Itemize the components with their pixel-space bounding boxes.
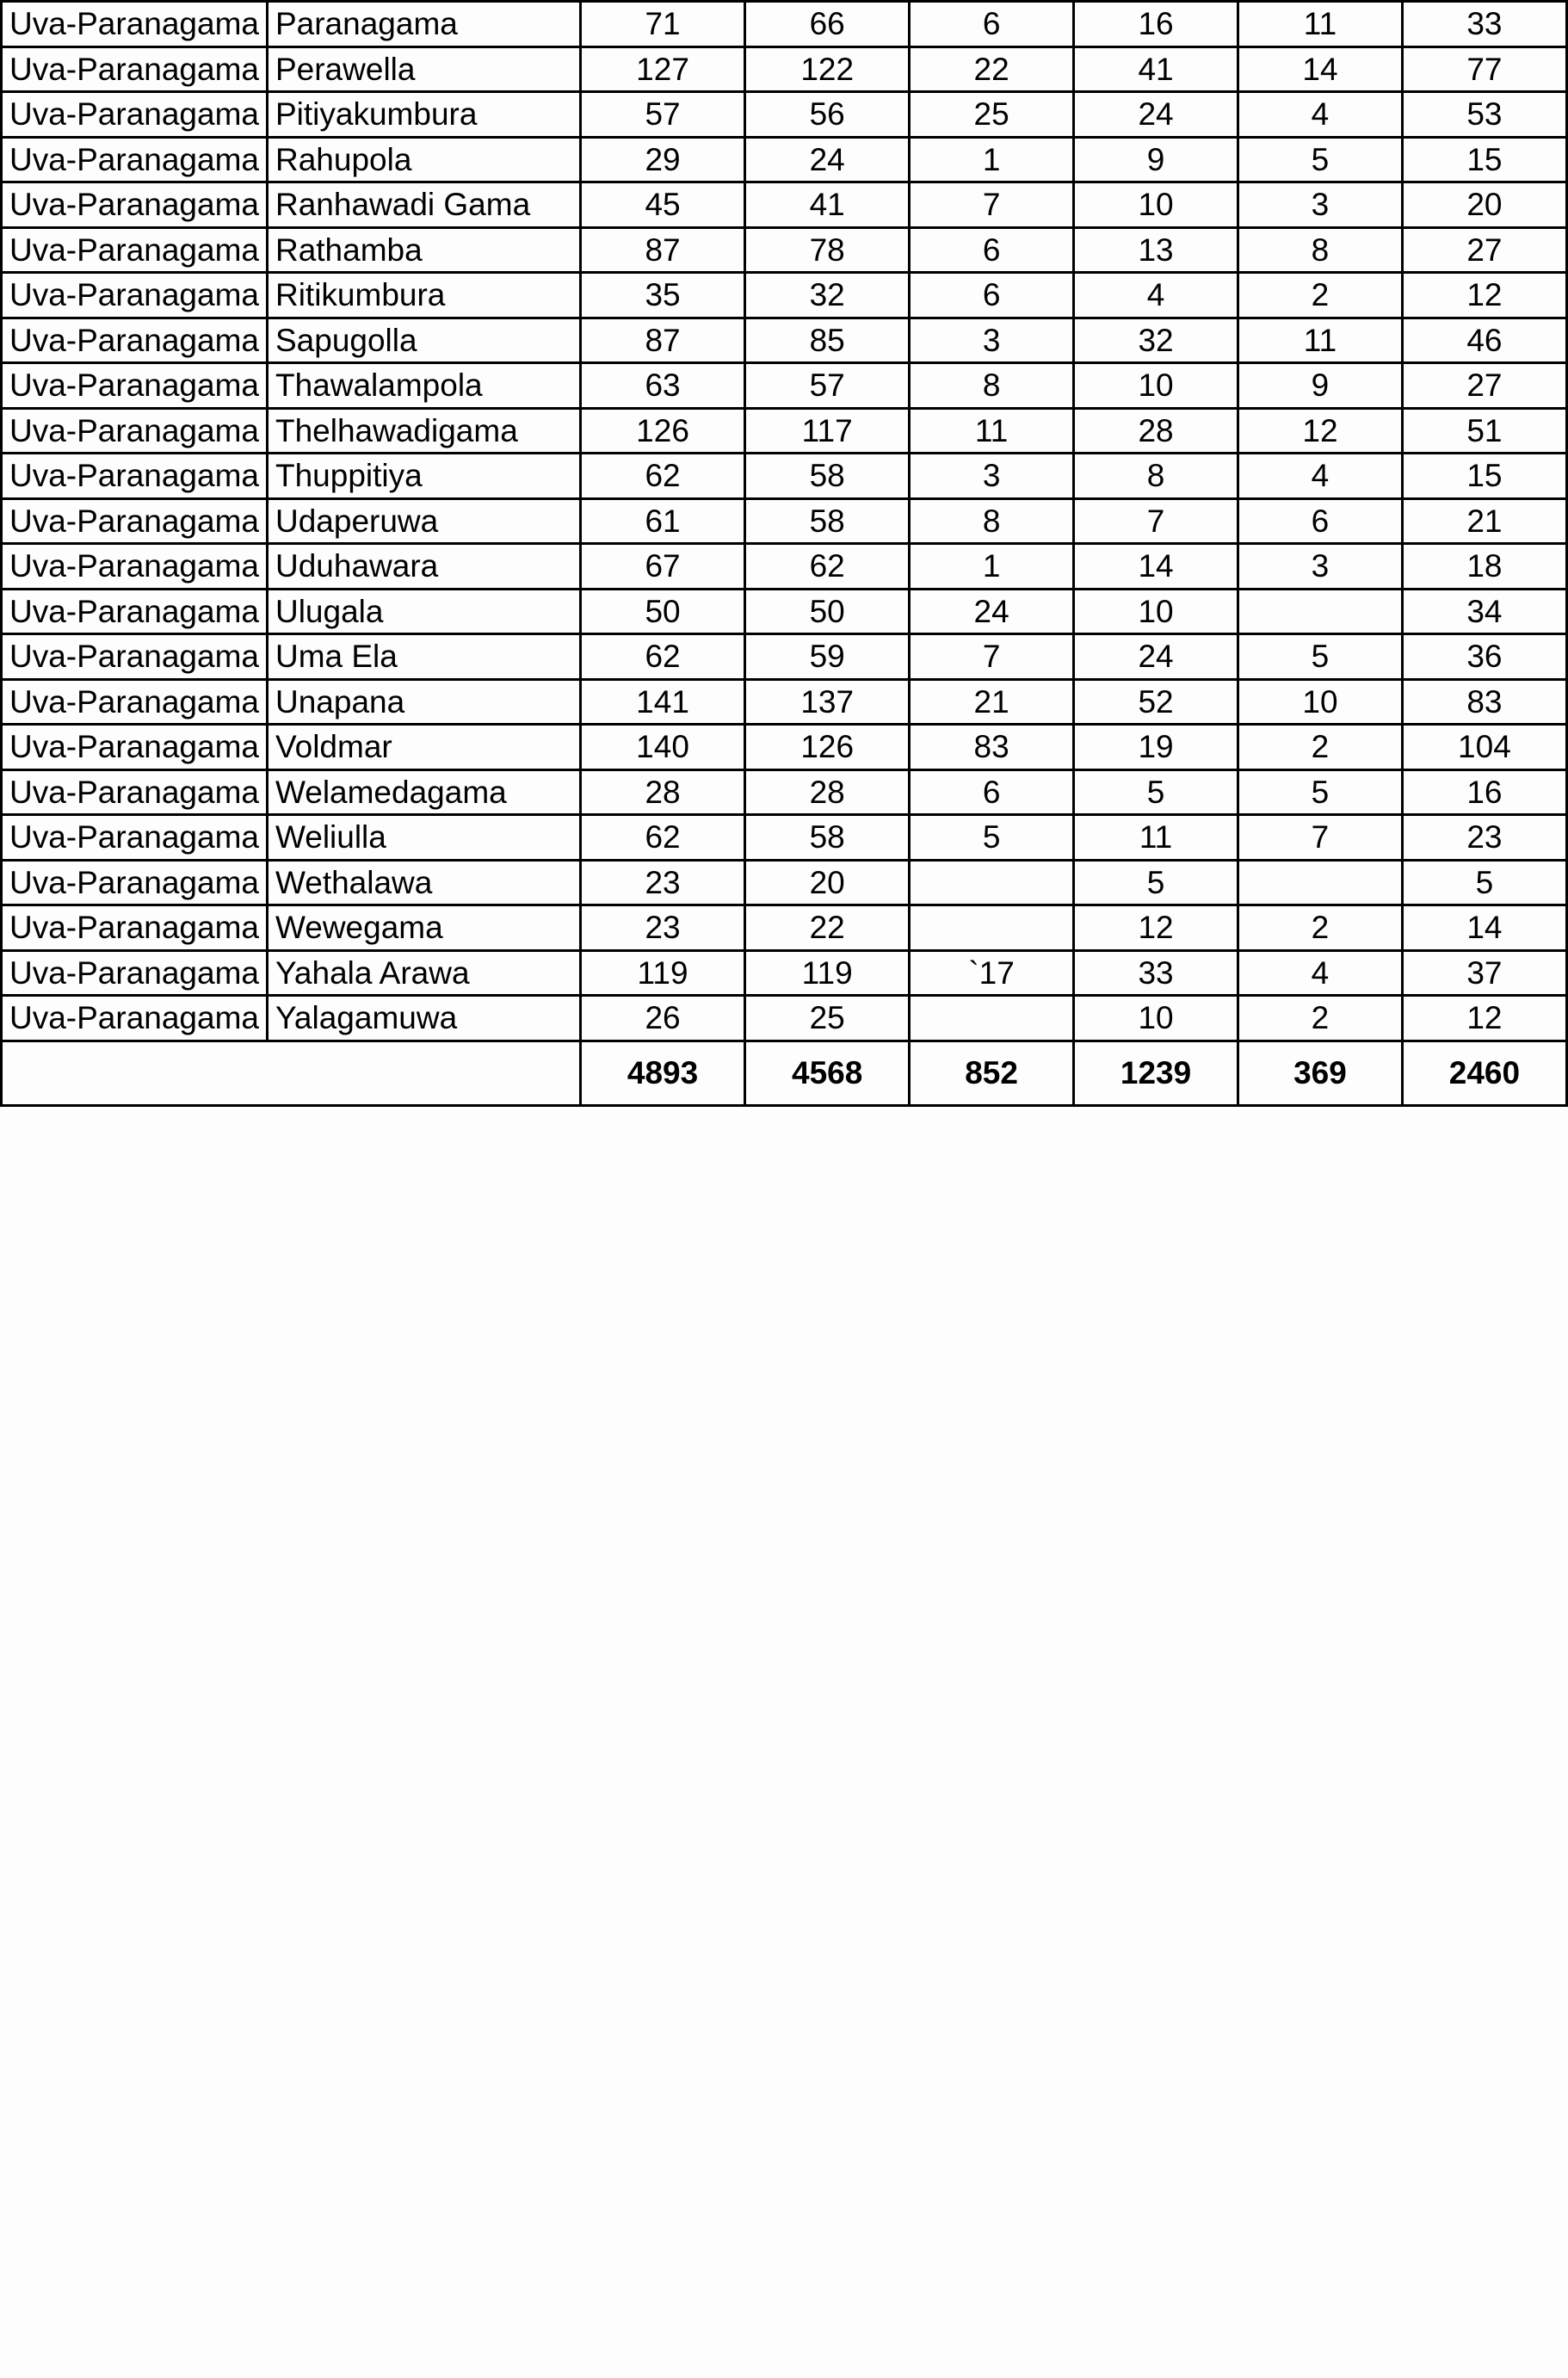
cell-value: 8: [1238, 227, 1403, 273]
cell-value: 58: [745, 815, 910, 861]
cell-value: 57: [745, 363, 910, 409]
cell-value: 58: [745, 498, 910, 544]
cell-village: Uduhawara: [267, 544, 580, 590]
cell-value: 23: [580, 860, 744, 905]
cell-value: 63: [580, 363, 744, 409]
cell-value: 126: [745, 725, 910, 770]
cell-village: Yahala Arawa: [267, 950, 580, 996]
cell-value: 62: [580, 634, 744, 680]
table-row: [2, 2, 1567, 47]
table-row: [2, 363, 1567, 409]
cell-value: 6: [1238, 498, 1403, 544]
cell-value: 87: [580, 227, 744, 273]
cell-village: Wewegama: [267, 905, 580, 951]
cell-value: 5: [1402, 860, 1566, 905]
cell-village: Paranagama: [267, 2, 580, 47]
total-value: 4568: [745, 1041, 910, 1105]
cell-value: 14: [1238, 46, 1403, 92]
cell-village: Unapana: [267, 679, 580, 725]
table-row: [2, 679, 1567, 725]
cell-division: Uva-Paranagama: [2, 589, 268, 634]
cell-value: 5: [1238, 137, 1403, 182]
cell-value: 5: [1073, 860, 1238, 905]
cell-division: Uva-Paranagama: [2, 634, 268, 680]
cell-value: 3: [1238, 544, 1403, 590]
cell-division: Uva-Paranagama: [2, 408, 268, 454]
cell-village: Ranhawadi Gama: [267, 182, 580, 228]
cell-value: 27: [1402, 227, 1566, 273]
cell-value: 37: [1402, 950, 1566, 996]
cell-division: Uva-Paranagama: [2, 137, 268, 182]
cell-village: Thuppitiya: [267, 454, 580, 499]
cell-value: 141: [580, 679, 744, 725]
cell-value: 50: [580, 589, 744, 634]
cell-village: Sapugolla: [267, 318, 580, 363]
cell-value: 56: [745, 92, 910, 138]
cell-value: 15: [1402, 454, 1566, 499]
cell-value: 41: [745, 182, 910, 228]
cell-value: 104: [1402, 725, 1566, 770]
cell-division: Uva-Paranagama: [2, 860, 268, 905]
cell-value: 32: [745, 273, 910, 318]
cell-value: 119: [580, 950, 744, 996]
cell-value: 11: [1238, 318, 1403, 363]
cell-value: 83: [910, 725, 1074, 770]
cell-division: Uva-Paranagama: [2, 92, 268, 138]
cell-value: 78: [745, 227, 910, 273]
cell-value: 58: [745, 454, 910, 499]
cell-value: 12: [1238, 408, 1403, 454]
cell-value: 117: [745, 408, 910, 454]
cell-value: 25: [910, 92, 1074, 138]
cell-value: 36: [1402, 634, 1566, 680]
cell-value: 85: [745, 318, 910, 363]
cell-division: Uva-Paranagama: [2, 182, 268, 228]
cell-value: 19: [1073, 725, 1238, 770]
cell-value: 15: [1402, 137, 1566, 182]
cell-value: [910, 860, 1074, 905]
cell-value: 5: [1238, 634, 1403, 680]
cell-division: Uva-Paranagama: [2, 544, 268, 590]
cell-division: Uva-Paranagama: [2, 498, 268, 544]
cell-division: Uva-Paranagama: [2, 363, 268, 409]
table-row: [2, 318, 1567, 363]
cell-division: Uva-Paranagama: [2, 996, 268, 1041]
cell-value: 6: [910, 769, 1074, 815]
total-value: 1239: [1073, 1041, 1238, 1105]
cell-value: 10: [1073, 363, 1238, 409]
cell-village: Udaperuwa: [267, 498, 580, 544]
table-row: [2, 408, 1567, 454]
table-row: [2, 725, 1567, 770]
table-row: [2, 544, 1567, 590]
cell-value: 61: [580, 498, 744, 544]
cell-value: 46: [1402, 318, 1566, 363]
cell-value: 32: [1073, 318, 1238, 363]
cell-value: 8: [1073, 454, 1238, 499]
cell-value: 3: [1238, 182, 1403, 228]
cell-value: 1: [910, 544, 1074, 590]
cell-value: 7: [910, 634, 1074, 680]
cell-value: 57: [580, 92, 744, 138]
cell-value: 62: [580, 454, 744, 499]
cell-value: 4: [1238, 950, 1403, 996]
cell-value: 28: [580, 769, 744, 815]
cell-village: Thawalampola: [267, 363, 580, 409]
cell-value: 12: [1073, 905, 1238, 951]
cell-value: 140: [580, 725, 744, 770]
cell-value: 45: [580, 182, 744, 228]
cell-value: 4: [1238, 454, 1403, 499]
cell-value: 5: [910, 815, 1074, 861]
cell-value: 33: [1402, 2, 1566, 47]
cell-value: 53: [1402, 92, 1566, 138]
cell-village: Perawella: [267, 46, 580, 92]
cell-village: Rathamba: [267, 227, 580, 273]
cell-value: 66: [745, 2, 910, 47]
cell-value: 7: [910, 182, 1074, 228]
cell-value: 16: [1402, 769, 1566, 815]
cell-value: 25: [745, 996, 910, 1041]
cell-value: 27: [1402, 363, 1566, 409]
cell-value: 6: [910, 273, 1074, 318]
cell-value: 11: [1238, 2, 1403, 47]
cell-value: 137: [745, 679, 910, 725]
cell-value: 29: [580, 137, 744, 182]
cell-division: Uva-Paranagama: [2, 950, 268, 996]
table-row: [2, 860, 1567, 905]
cell-value: 14: [1402, 905, 1566, 951]
cell-value: 62: [580, 815, 744, 861]
cell-value: 59: [745, 634, 910, 680]
cell-value: 10: [1238, 679, 1403, 725]
cell-value: [910, 996, 1074, 1041]
table-row: [2, 137, 1567, 182]
cell-division: Uva-Paranagama: [2, 815, 268, 861]
cell-value: 4: [1073, 273, 1238, 318]
cell-value: 8: [910, 363, 1074, 409]
cell-value: 13: [1073, 227, 1238, 273]
cell-village: Voldmar: [267, 725, 580, 770]
table-row: [2, 634, 1567, 680]
table-row: [2, 227, 1567, 273]
cell-division: Uva-Paranagama: [2, 273, 268, 318]
cell-value: 83: [1402, 679, 1566, 725]
cell-value: 5: [1073, 769, 1238, 815]
cell-value: 10: [1073, 589, 1238, 634]
cell-value: 22: [745, 905, 910, 951]
cell-value: 35: [580, 273, 744, 318]
cell-division: Uva-Paranagama: [2, 905, 268, 951]
cell-value: `17: [910, 950, 1074, 996]
data-table: [0, 0, 1568, 1107]
cell-village: Uma Ela: [267, 634, 580, 680]
cell-value: 34: [1402, 589, 1566, 634]
cell-value: 7: [1238, 815, 1403, 861]
cell-value: 24: [910, 589, 1074, 634]
cell-village: Welamedagama: [267, 769, 580, 815]
table-row: [2, 498, 1567, 544]
cell-value: 7: [1073, 498, 1238, 544]
cell-value: 10: [1073, 182, 1238, 228]
table-row: [2, 182, 1567, 228]
cell-division: Uva-Paranagama: [2, 46, 268, 92]
cell-value: 22: [910, 46, 1074, 92]
cell-value: 24: [1073, 634, 1238, 680]
cell-value: 24: [1073, 92, 1238, 138]
total-value: 4893: [580, 1041, 744, 1105]
table-row: [2, 950, 1567, 996]
cell-value: 2: [1238, 905, 1403, 951]
cell-value: 41: [1073, 46, 1238, 92]
table-row: [2, 46, 1567, 92]
cell-value: 21: [910, 679, 1074, 725]
cell-value: 3: [910, 454, 1074, 499]
cell-value: 20: [1402, 182, 1566, 228]
totals-row: [2, 1041, 1567, 1105]
table-row: [2, 92, 1567, 138]
cell-value: 67: [580, 544, 744, 590]
table-row: [2, 815, 1567, 861]
cell-value: 122: [745, 46, 910, 92]
cell-value: 28: [1073, 408, 1238, 454]
cell-value: 12: [1402, 273, 1566, 318]
cell-value: 51: [1402, 408, 1566, 454]
cell-value: 1: [910, 137, 1074, 182]
cell-village: Wethalawa: [267, 860, 580, 905]
cell-value: 2: [1238, 996, 1403, 1041]
cell-value: 23: [1402, 815, 1566, 861]
table-row: [2, 454, 1567, 499]
cell-division: Uva-Paranagama: [2, 2, 268, 47]
cell-value: 14: [1073, 544, 1238, 590]
totals-label-cell: [2, 1041, 581, 1105]
cell-value: 77: [1402, 46, 1566, 92]
cell-division: Uva-Paranagama: [2, 769, 268, 815]
cell-value: 62: [745, 544, 910, 590]
cell-value: 9: [1238, 363, 1403, 409]
cell-value: 26: [580, 996, 744, 1041]
cell-value: 2: [1238, 273, 1403, 318]
cell-value: 16: [1073, 2, 1238, 47]
cell-value: 6: [910, 227, 1074, 273]
cell-value: 50: [745, 589, 910, 634]
cell-division: Uva-Paranagama: [2, 318, 268, 363]
cell-village: Ulugala: [267, 589, 580, 634]
cell-value: 11: [1073, 815, 1238, 861]
cell-value: [1238, 589, 1403, 634]
table-row: [2, 273, 1567, 318]
cell-value: 127: [580, 46, 744, 92]
cell-value: 3: [910, 318, 1074, 363]
cell-value: 23: [580, 905, 744, 951]
cell-division: Uva-Paranagama: [2, 725, 268, 770]
table-body: [2, 2, 1567, 1106]
table-row: [2, 905, 1567, 951]
cell-village: Pitiyakumbura: [267, 92, 580, 138]
cell-value: 119: [745, 950, 910, 996]
cell-village: Rahupola: [267, 137, 580, 182]
cell-village: Weliulla: [267, 815, 580, 861]
cell-value: 21: [1402, 498, 1566, 544]
cell-value: 6: [910, 2, 1074, 47]
cell-value: 4: [1238, 92, 1403, 138]
cell-value: 28: [745, 769, 910, 815]
cell-value: [1238, 860, 1403, 905]
table-row: [2, 769, 1567, 815]
cell-value: 11: [910, 408, 1074, 454]
cell-value: 87: [580, 318, 744, 363]
cell-value: 12: [1402, 996, 1566, 1041]
cell-division: Uva-Paranagama: [2, 679, 268, 725]
cell-village: Ritikumbura: [267, 273, 580, 318]
cell-village: Yalagamuwa: [267, 996, 580, 1041]
cell-value: [910, 905, 1074, 951]
cell-value: 24: [745, 137, 910, 182]
cell-value: 52: [1073, 679, 1238, 725]
cell-value: 18: [1402, 544, 1566, 590]
cell-value: 71: [580, 2, 744, 47]
total-value: 2460: [1402, 1041, 1566, 1105]
cell-value: 8: [910, 498, 1074, 544]
cell-value: 126: [580, 408, 744, 454]
cell-value: 10: [1073, 996, 1238, 1041]
table-row: [2, 996, 1567, 1041]
cell-division: Uva-Paranagama: [2, 454, 268, 499]
table-row: [2, 589, 1567, 634]
cell-division: Uva-Paranagama: [2, 227, 268, 273]
total-value: 369: [1238, 1041, 1403, 1105]
cell-value: 5: [1238, 769, 1403, 815]
cell-value: 2: [1238, 725, 1403, 770]
cell-value: 9: [1073, 137, 1238, 182]
cell-value: 20: [745, 860, 910, 905]
total-value: 852: [910, 1041, 1074, 1105]
cell-value: 33: [1073, 950, 1238, 996]
cell-village: Thelhawadigama: [267, 408, 580, 454]
